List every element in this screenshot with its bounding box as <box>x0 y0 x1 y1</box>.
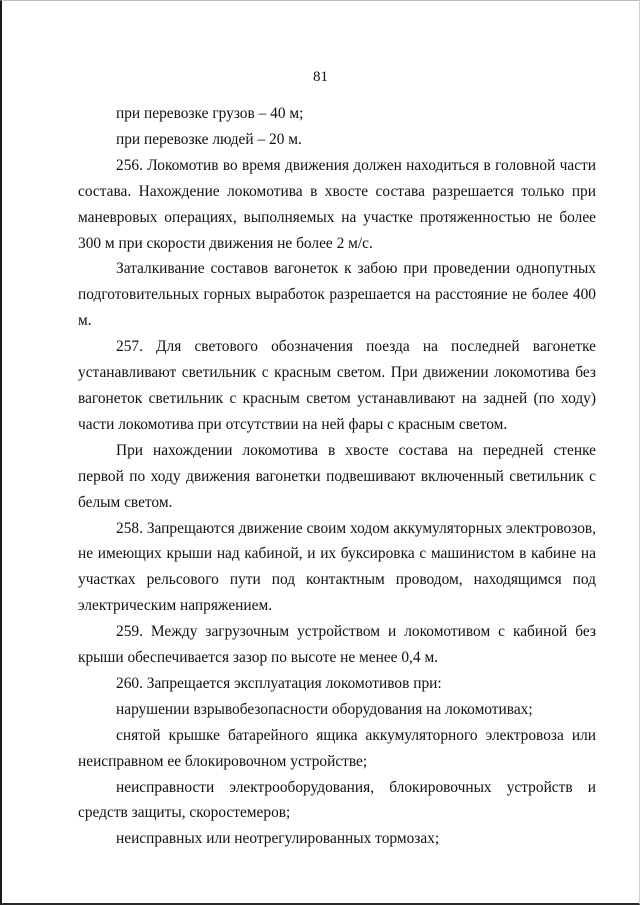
list-item-electrical-faults: неисправности электрооборудования, блокировочных устройств и средств защиты, скоростемеров; <box>78 778 596 822</box>
paragraph-258: 258. Запрещаются движение своим ходом аккумуляторных электровозов, не имеющих крыши над кабиной, и их буксировка с машинистом в кабине на участках рельсового пути под контактным проводом, находящимся под электрическим напряжением. <box>78 519 596 615</box>
paragraph-locomotive-tail: При нахождении локомотива в хвосте состава на передней стенке первой по ходу движения вагонетки подвешивают включенный светильник с белым светом. <box>78 441 596 511</box>
paragraph-256: 256. Локомотив во время движения должен находиться в головной части состава. Нахождение локомотива в хвосте состава разрешается только при маневровых операциях, выполняемых на участке протяженностью не более 300 м при скорости движения не более 2 м/с. <box>78 156 596 252</box>
paragraph-259: 259. Между загрузочным устройством и локомотивом с кабиной без крыши обеспечивается зазор по высоте не менее 0,4 м. <box>78 623 596 667</box>
document-body <box>78 101 596 852</box>
paragraph-transport-people: при перевозке людей – 20 м. <box>116 130 302 148</box>
list-item-explosion-safety: нарушении взрывобезопасности оборудования на локомотивах; <box>116 700 533 718</box>
paragraph-260: 260. Запрещается эксплуатация локомотивов при: <box>116 674 442 692</box>
list-item-battery-cover: снятой крышке батарейного ящика аккумуляторного электровоза или неисправном ее блокировочном устройстве; <box>78 726 596 770</box>
paragraph-transport-cargo: при перевозке грузов – 40 м; <box>116 105 304 122</box>
page-number: 81 <box>313 69 328 85</box>
list-item-brakes: неисправных или неотрегулированных тормозах; <box>116 830 440 848</box>
paragraph-257: 257. Для светового обозначения поезда на последней вагонетке устанавливают светильник с красным светом. При движении локомотива без вагонеток светильник с красным светом устанавливают на задней (по ходу) части локомотива при отсутствии на ней фары с красным светом. <box>78 338 596 433</box>
paragraph-pushing-cars: Заталкивание составов вагонеток к забою при проведении однопутных подготовительных горных выработок разрешается на расстояние не более 400 м. <box>78 260 596 330</box>
